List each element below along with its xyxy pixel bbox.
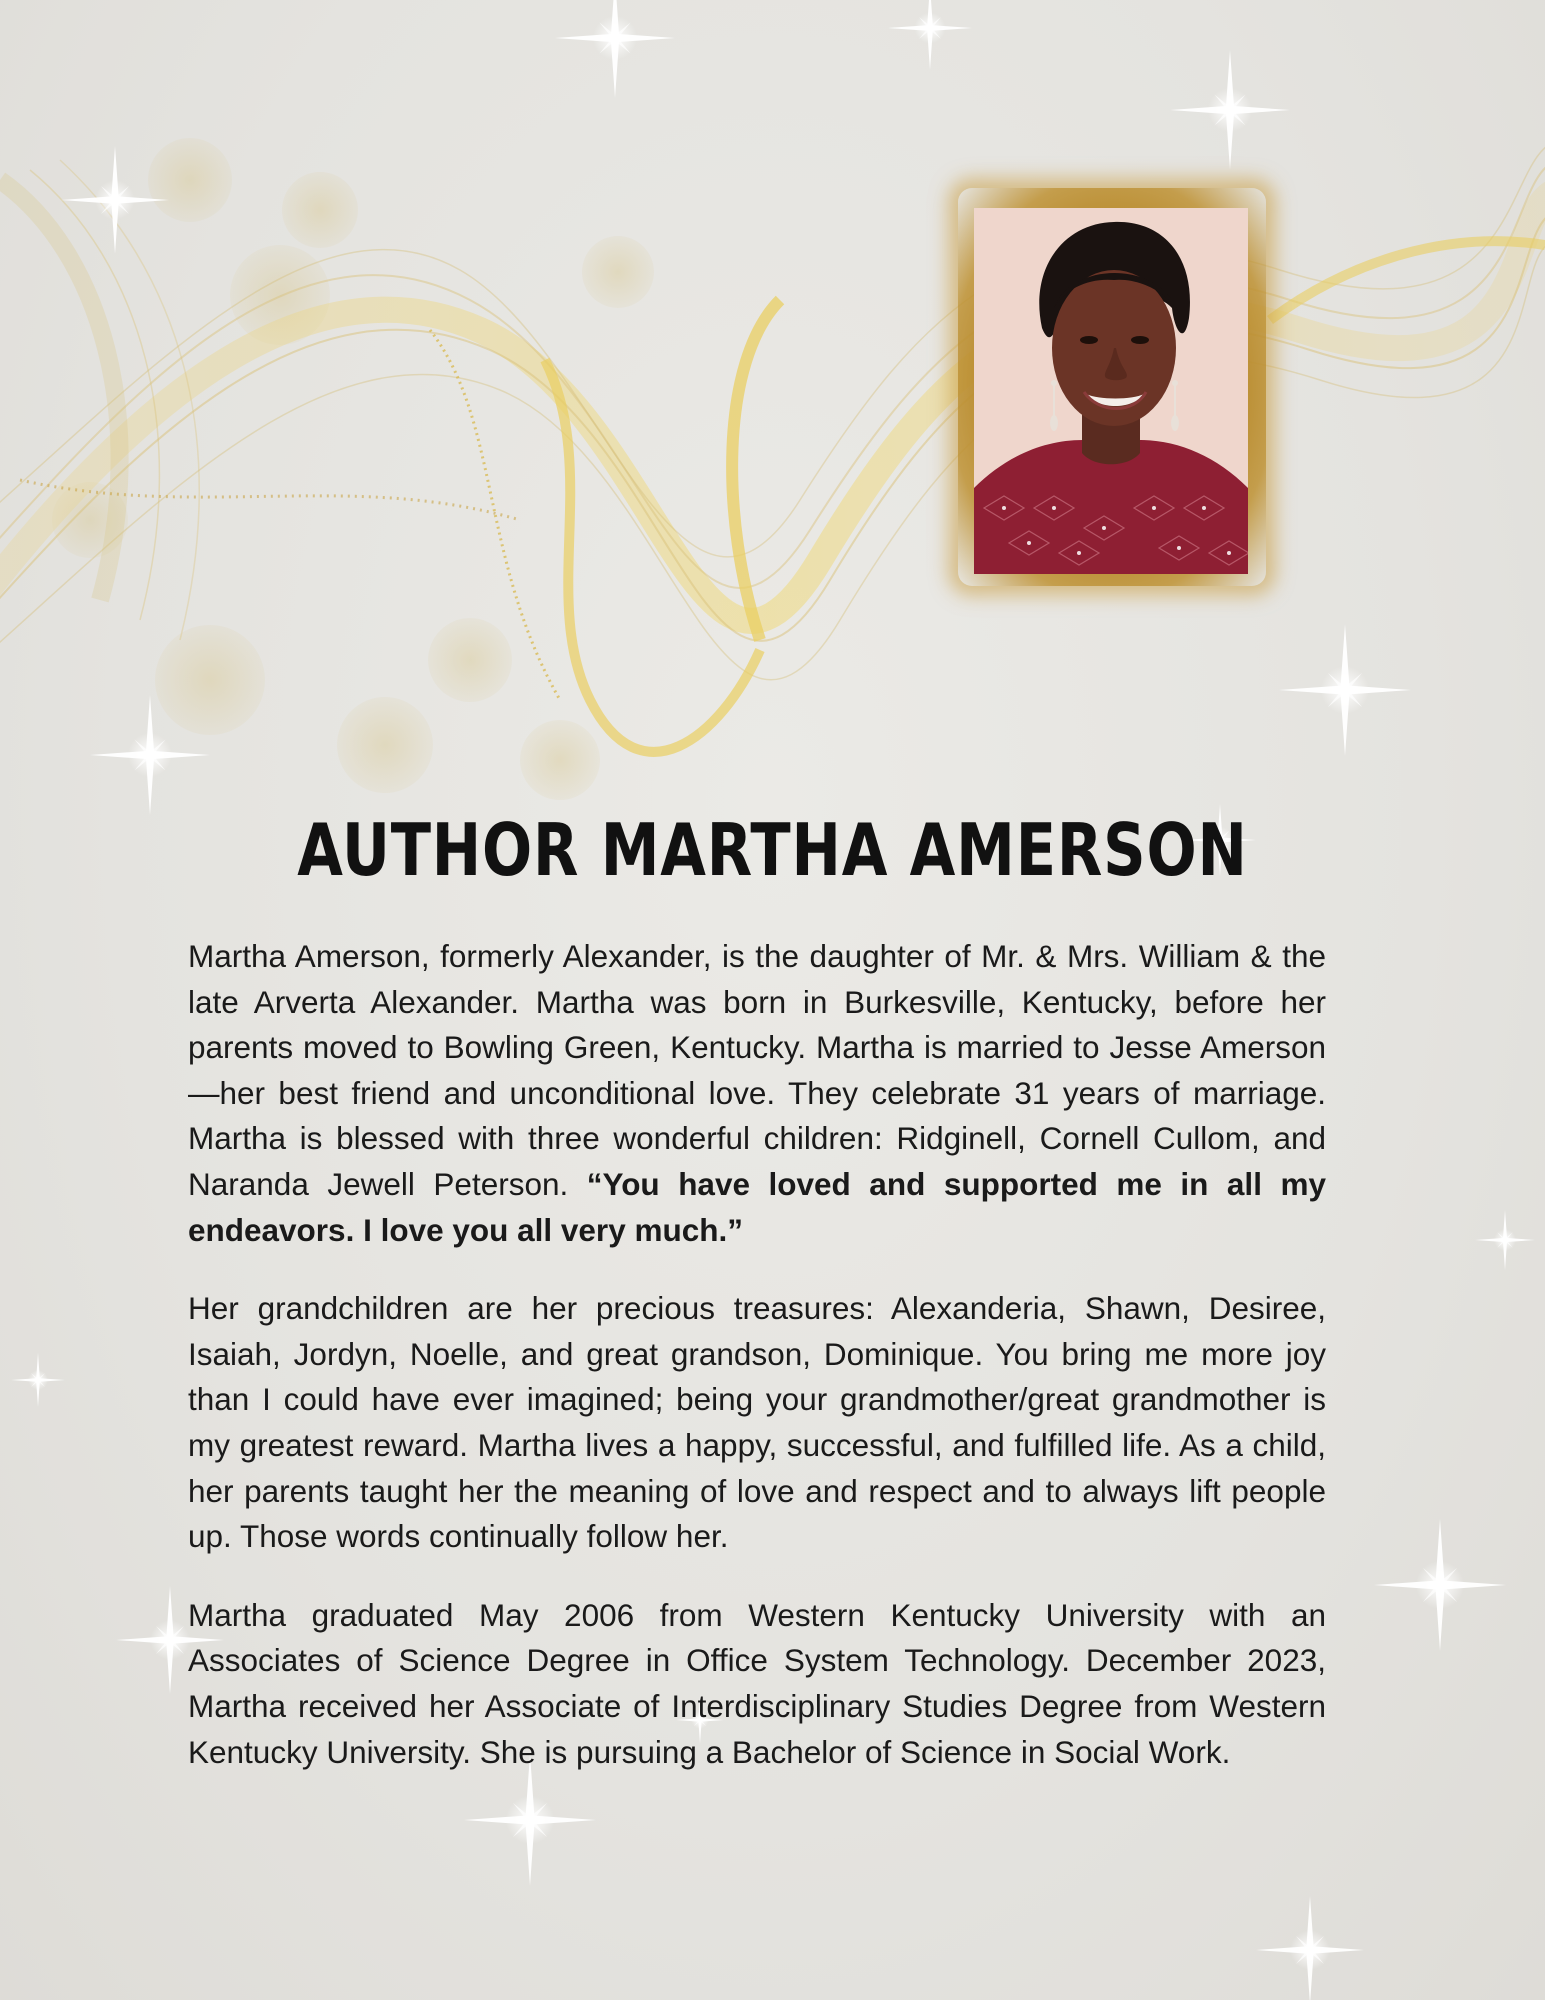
page-title: AUTHOR MARTHA AMERSON [297, 808, 1248, 892]
glitter-circles [52, 138, 654, 800]
author-portrait [974, 208, 1248, 574]
paragraph-text: Martha Amerson, formerly Alexander, is the daughter of Mr. & Mrs. William & the late Arverta Alexander. Martha was born in Burkesville, Kentucky, before her parents moved to Bowling Green, Kentucky. Martha is married to Jesse Amerson—her best friend and unconditional love. They celebrate 31 years of marriage. Martha is blessed with three wonderful children: Ridginell, Cornell Cullom, and Naranda Jewell Peterson. [188, 938, 1326, 1202]
bio-paragraph-family [188, 934, 1326, 1253]
quote-emphasis: “You have loved and supported me in all my endeavors. I love you all very much.” [188, 1165, 1326, 1248]
bio-paragraph-education: Martha graduated May 2006 from Western Kentucky University with an Associates of Science Degree in Office System Technology. December 2023, Martha received her Associate of Interdisciplinary Studies Degree from Western Kentucky University. She is pursuing a Bachelor of Science in Social Work. [188, 1596, 1326, 1770]
bio-body [188, 934, 1326, 1808]
bio-paragraph-grandchildren: Her grandchildren are her precious treasures: Alexanderia, Shawn, Desiree, Isaiah, Jordyn, Noelle, and great grandson, Dominique. You bring me more joy than I could have ever imagined; being your grandmother/great grandmother is my greatest reward. Martha lives a happy, successful, and fulfilled life. As a child, her parents taught her the meaning of love and respect and to always lift people up. Those words continually follow her. [188, 1290, 1326, 1555]
